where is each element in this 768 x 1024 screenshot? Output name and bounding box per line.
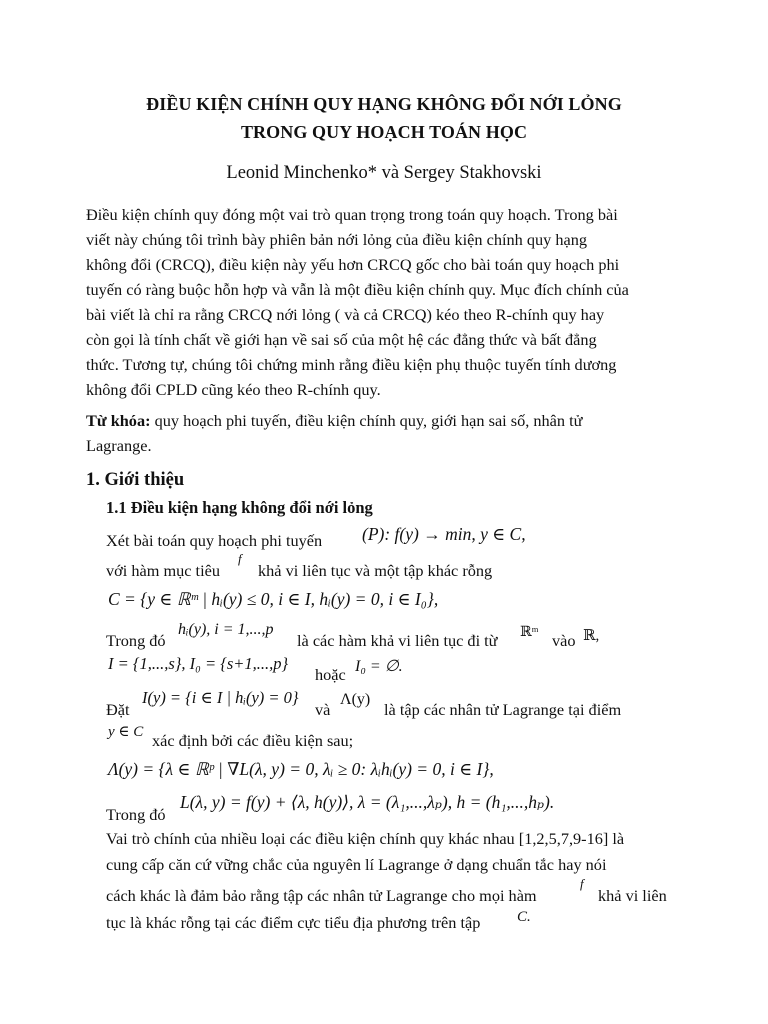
keywords-text: quy hoạch phi tuyến, điều kiện chính quy, giới hạn sai số, nhân tử — [150, 411, 583, 430]
abstract-line: tuyến có ràng buộc hỗn hợp và vẫn là một điều kiện chính quy. Mục đích chính của — [86, 280, 629, 299]
authors: Leonid Minchenko* và Sergey Stakhovski — [226, 163, 542, 183]
formula-h-funcs: hᵢ(y), i = 1,...,p — [178, 621, 274, 638]
title-line-1: ĐIỀU KIỆN CHÍNH QUY HẠNG KHÔNG ĐỔI NỚI LỎNG — [146, 94, 622, 114]
body-text: và — [315, 700, 331, 719]
formula-f: f — [580, 876, 584, 891]
body-text: tục là khác rỗng tại các điểm cực tiểu địa phương trên tập — [106, 913, 481, 932]
body-text: khả vi liên tục và một tập khác rỗng — [258, 561, 493, 580]
formula-index-sets: I = {1,...,s}, I₀ = {s+1,...,p} — [108, 654, 289, 673]
subsection-heading: 1.1 Điều kiện hạng không đổi nới lỏng — [106, 498, 373, 517]
body-text: là các hàm khả vi liên tục đi từ — [297, 631, 498, 650]
body-text: cung cấp căn cứ vững chắc của nguyên lí Lagrange ở dạng chuẩn tắc hay nói — [106, 855, 607, 874]
formula-lagrangian: L(λ, y) = f(y) + ⟨λ, h(y)⟩, λ = (λ₁,...,λₚ), h = (h₁,...,hₚ). — [180, 792, 555, 812]
keywords-text-cont: Lagrange. — [86, 436, 152, 455]
body-text: Xét bài toán quy hoạch phi tuyến — [106, 531, 323, 550]
formula-lambda-y: Λ(y) — [340, 691, 371, 708]
body-text: hoặc — [315, 665, 346, 684]
body-text: Đặt — [106, 700, 130, 719]
abstract-line: không đổi CPLD cũng kéo theo R-chính quy. — [86, 380, 381, 399]
abstract-line: viết này chúng tôi trình bày phiên bản nới lỏng của điều kiện chính quy hạng — [86, 230, 588, 249]
body-text: là tập các nhân tử Lagrange tại điểm — [384, 700, 622, 719]
body-text: Vai trò chính của nhiều loại các điều kiện chính quy khác nhau [1,2,5,7,9-16] là — [106, 829, 625, 848]
formula-lambda-set: Λ(y) = {λ ∈ ℝᵖ | ∇L(λ, y) = 0, λᵢ ≥ 0: λᵢhᵢ(y) = 0, i ∈ I}, — [108, 759, 494, 779]
body-text: Trong đó — [106, 805, 166, 824]
formula-rm: ℝᵐ — [520, 625, 539, 640]
keywords-label: Từ khóa: — [86, 411, 151, 430]
body-text: với hàm mục tiêu — [106, 561, 220, 580]
formula-f: f — [238, 551, 242, 566]
formula-c: C. — [517, 909, 531, 925]
abstract-line: bài viết là chỉ ra rằng CRCQ nới lỏng ( và cả CRCQ) kéo theo R-chính quy hay — [86, 305, 605, 324]
abstract-line: Điều kiện chính quy đóng một vai trò quan trọng trong toán quy hoạch. Trong bài — [86, 205, 618, 224]
abstract-line: không đổi (CRCQ), điều kiện này yếu hơn CRCQ gốc cho bài toán quy hoạch phi — [86, 255, 620, 274]
body-text: xác định bởi các điều kiện sau; — [152, 731, 354, 750]
body-text: khả vi liên — [598, 886, 667, 905]
formula-active-set: I(y) = {i ∈ I | hᵢ(y) = 0} — [142, 688, 299, 707]
abstract-line: còn gọi là tính chất về giới hạn về sai số của một hệ các đẳng thức và bất đẳng — [86, 330, 597, 349]
section-heading: 1. Giới thiệu — [86, 470, 185, 490]
body-text: vào — [552, 631, 576, 650]
formula-problem: (P): f(y) → min, y ∈ C, — [362, 524, 526, 544]
formula-set-c: C = {y ∈ ℝᵐ | hᵢ(y) ≤ 0, i ∈ I, hᵢ(y) = 0, i ∈ I₀}, — [108, 589, 439, 609]
formula-empty: I₀ = ∅. — [355, 658, 403, 675]
keywords — [86, 411, 582, 431]
formula-r: ℝ, — [583, 628, 600, 644]
body-text: cách khác là đảm bảo rằng tập các nhân tử Lagrange cho mọi hàm — [106, 886, 537, 905]
title-line-2: TRONG QUY HOẠCH TOÁN HỌC — [240, 122, 528, 142]
abstract-line: thức. Tương tự, chúng tôi chứng minh rằng điều kiện phụ thuộc tuyến tính dương — [86, 355, 617, 374]
formula-y-in-c: y ∈ C — [108, 724, 144, 740]
body-text: Trong đó — [106, 631, 166, 650]
